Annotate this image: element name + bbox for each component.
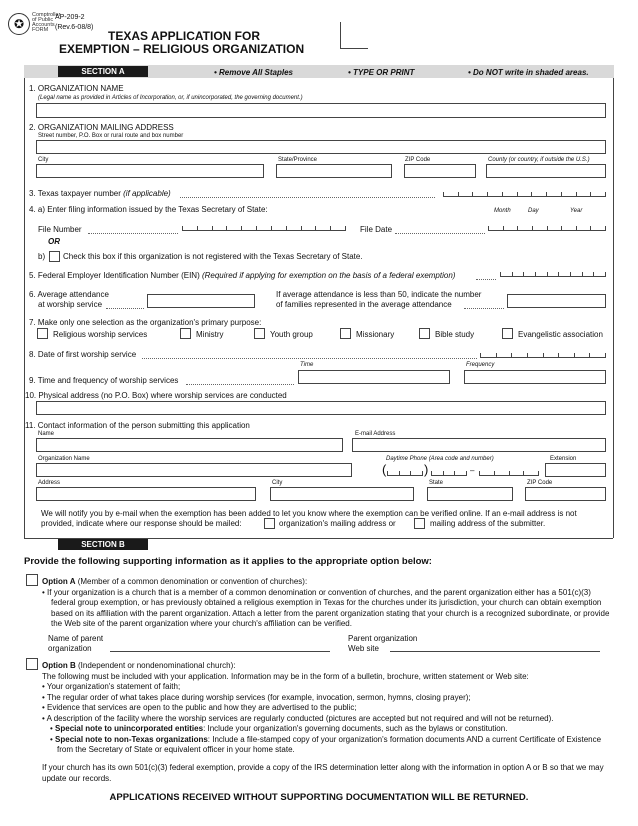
q3-label: 3. Texas taxpayer number (if applicable) [29,189,171,198]
purpose-youth-checkbox[interactable] [254,328,265,339]
parent-site-line[interactable] [390,651,600,652]
service-time-input[interactable] [298,370,450,384]
section-b-label: SECTION B [58,539,148,550]
mailing-state-input[interactable] [276,164,392,178]
mailing-zip-input[interactable] [404,164,476,178]
list-item: • The regular order of what takes place during worship services (for example, invocation, sermon, hymns, closing prayer); [42,692,471,702]
purpose-ministry-checkbox[interactable] [180,328,191,339]
contact-zip-input[interactable] [525,487,606,501]
organization-name-input[interactable] [36,103,606,118]
q4b-label: b) [38,252,46,261]
q9-label: 9. Time and frequency of worship services [29,376,179,385]
contact-org-label: Organization Name [38,456,90,462]
mailing-county-input[interactable] [486,164,606,178]
not-registered-checkbox[interactable] [49,251,60,262]
q2-note: Street number, P.O. Box or rural route and box number [38,133,184,139]
notify-line2: provided, indicate where our response should be mailed: [41,519,242,528]
purpose-missionary-label: Missionary [356,330,395,339]
corner-mark-base [340,48,368,49]
phone-dash: – [470,466,475,475]
q1-note: (Legal name as provided in Articles of Incorporation, or, if unincorporated, the governing document.) [38,95,303,101]
physical-address-input[interactable] [36,401,606,415]
q6-right-leader [464,308,504,309]
mail-to-submitter-label: mailing address of the submitter. [430,519,546,528]
file-number-input[interactable] [182,221,346,231]
day-label: Day [528,208,539,214]
file-date-label: File Date [360,225,393,234]
page-title-line1: TEXAS APPLICATION FOR [108,29,261,43]
extension-label: Extension [550,456,577,462]
instruction-shaded: • Do NOT write in shaded areas. [468,68,589,77]
option-b-heading: Option B (Independent or nondenominational church): [42,661,236,670]
service-frequency-input[interactable] [464,370,606,384]
purpose-ministry-label: Ministry [196,330,224,339]
notify-line1: We will notify you by e-mail when the exemption has been added to let you know where the exemption can be verified online. If an e-mail address is not [41,509,577,518]
form-revision: (Rev.6-08/8) [55,24,94,31]
contact-name-input[interactable] [36,438,343,452]
purpose-evangelistic-checkbox[interactable] [502,328,513,339]
or-label: OR [48,237,60,246]
contact-address-label: Address [38,480,61,486]
option-a-checkbox[interactable] [26,574,38,586]
list-item: • Evidence that services are open to the public and how they are advertised to the public; [42,703,357,712]
average-attendance-input[interactable] [147,294,255,308]
mailing-city-label: City [38,157,49,163]
year-label: Year [570,208,583,214]
purpose-worship-checkbox[interactable] [37,328,48,339]
form-number: AP-209-2 [55,14,85,21]
contact-state-input[interactable] [427,487,513,501]
phone-open-paren: ( [382,462,387,477]
option-b-checkbox[interactable] [26,658,38,670]
q5-label: 5. Federal Employer Identification Number (EIN) (Required if applying for exemption on the basis of a federal exemption) [29,271,456,280]
frame-right [613,78,614,538]
file-number-label: File Number [38,225,82,234]
contact-state-label: State [429,480,444,486]
list-item: • Your organization's statement of faith; [42,682,181,691]
time-label: Time [300,362,314,368]
mailing-county-label: County (or country, if outside the U.S.) [488,157,590,163]
q10-label: 10. Physical address (no P.O. Box) where worship services are conducted [25,391,287,400]
phone-area-code-input[interactable] [387,466,423,476]
families-count-input[interactable] [507,294,606,308]
ein-input[interactable] [500,267,606,277]
mail-to-org-checkbox[interactable] [264,518,275,529]
purpose-youth-label: Youth group [270,330,313,339]
mailing-state-label: State/Province [278,157,318,163]
q6-label: 6. Average attendance [29,290,109,299]
section-b-heading: Provide the following supporting information as it applies to the appropriate option below: [24,556,432,567]
contact-name-label: Name [38,431,55,437]
first-service-date-input[interactable] [480,348,606,358]
option-b-list [42,682,614,724]
q4b-text: Check this box if this organization is not registered with the Texas Secretary of State. [63,252,363,261]
q4-label: 4. a) Enter filing information issued by the Texas Secretary of State: [29,205,268,214]
phone-prefix-input[interactable] [431,466,467,476]
instruction-staples: • Remove All Staples [214,68,293,77]
list-item: • A description of the facility where the worship services are regularly conducted (pictures are accepted but not required and will not be returned). [42,713,554,723]
contact-email-label: E-mail Address [355,431,396,437]
footer-warning: APPLICATIONS RECEIVED WITHOUT SUPPORTING DOCUMENTATION WILL BE RETURNED. [109,792,529,803]
seal-logo: ✪ [8,13,30,35]
contact-city-label: City [272,480,283,486]
contact-org-input[interactable] [36,463,352,477]
irs-note: If your church has its own 501(c)(3) federal exemption, provide a copy of the IRS determination letter along with the information in option A or B so that we may update our records. [42,763,604,783]
instruction-type: • TYPE OR PRINT [348,68,415,77]
q2-label: 2. ORGANIZATION MAILING ADDRESS [29,123,174,132]
option-b-intro: The following must be included with your application. Information may be in the form of a bulletin, brochure, written statement or Web site: [42,672,529,681]
page-title-line2: EXEMPTION – RELIGIOUS ORGANIZATION [59,42,305,56]
contact-address-input[interactable] [36,487,256,501]
phone-close-paren: ) [424,462,429,477]
contact-city-input[interactable] [270,487,414,501]
mail-to-submitter-checkbox[interactable] [414,518,425,529]
option-a-text: • If your organization is a church that is a member of a common denomination or convention of churches, and the parent organization either has a 501(c)(3) federal group exemption, or has previously obtained a religious exemption in Texas for the churches under its jurisdiction, your church can obtain exemption based on its affiliation with the parent organization. Attach a letter from the parent organization stating that your church is a recognized subordinate, or provide the Web site of the parent organization where your church's affiliation can be verified. [42,588,610,628]
frame-left [24,78,25,538]
q3-leader [180,197,435,198]
parent-site-label: Parent organization Web site [348,634,418,653]
mailing-zip-label: ZIP Code [405,157,431,163]
agency-name: Comptroller of Public Accounts FORM [32,12,61,33]
purpose-worship-label: Religious worship services [53,330,148,339]
phone-extension-input[interactable] [545,463,606,477]
contact-zip-label: ZIP Code [527,480,553,486]
q6-right1: If average attendance is less than 50, indicate the number [276,290,482,299]
mailing-street-input[interactable] [36,140,606,154]
q8-label: 8. Date of first worship service [29,350,137,359]
file-date-leader [395,233,485,234]
file-number-leader [88,233,178,234]
month-label: Month [494,208,511,214]
corner-mark [340,22,341,48]
q8-leader [142,358,477,359]
q6-right2: of families represented in the average attendance [276,300,452,309]
q7-label: 7. Make only one selection as the organization's primary purpose: [29,318,262,327]
file-date-input[interactable] [488,221,606,231]
parent-name-line[interactable] [110,651,330,652]
purpose-bible-study-label: Bible study [435,330,475,339]
q5-leader [476,279,496,280]
special-note-non-texas: • Special note to non-Texas organizations: Include a file-stamped copy of your organization's formation documents AND a current Certificate of Existence from the Secretary of State or equivalent officer in your home state. [50,734,602,754]
contact-email-input[interactable] [352,438,606,452]
q11-label: 11. Contact information of the person submitting this application [25,421,250,430]
taxpayer-number-input[interactable] [443,187,606,197]
mail-to-org-label: organization's mailing address or [279,519,396,528]
q9-leader [186,384,294,385]
purpose-missionary-checkbox[interactable] [340,328,351,339]
phone-line-input[interactable] [479,466,539,476]
purpose-evangelistic-label: Evangelistic association [518,330,603,339]
parent-name-label: Name of parent organization [48,634,104,653]
section-a-label: SECTION A [58,66,148,77]
q6-leader [106,308,144,309]
special-note-unincorporated: • Special note to unincorporated entities: Include your organization's governing documents, such as the bylaws or constitution. [50,724,508,733]
purpose-bible-study-checkbox[interactable] [419,328,430,339]
q1-label: 1. ORGANIZATION NAME [29,84,124,93]
q6-label2: at worship service [38,300,103,309]
phone-label: Daytime Phone (Area code and number) [386,456,494,462]
frequency-label: Frequency [466,362,495,368]
mailing-city-input[interactable] [36,164,264,178]
option-a-heading: Option A (Member of a common denomination or convention of churches): [42,577,308,586]
